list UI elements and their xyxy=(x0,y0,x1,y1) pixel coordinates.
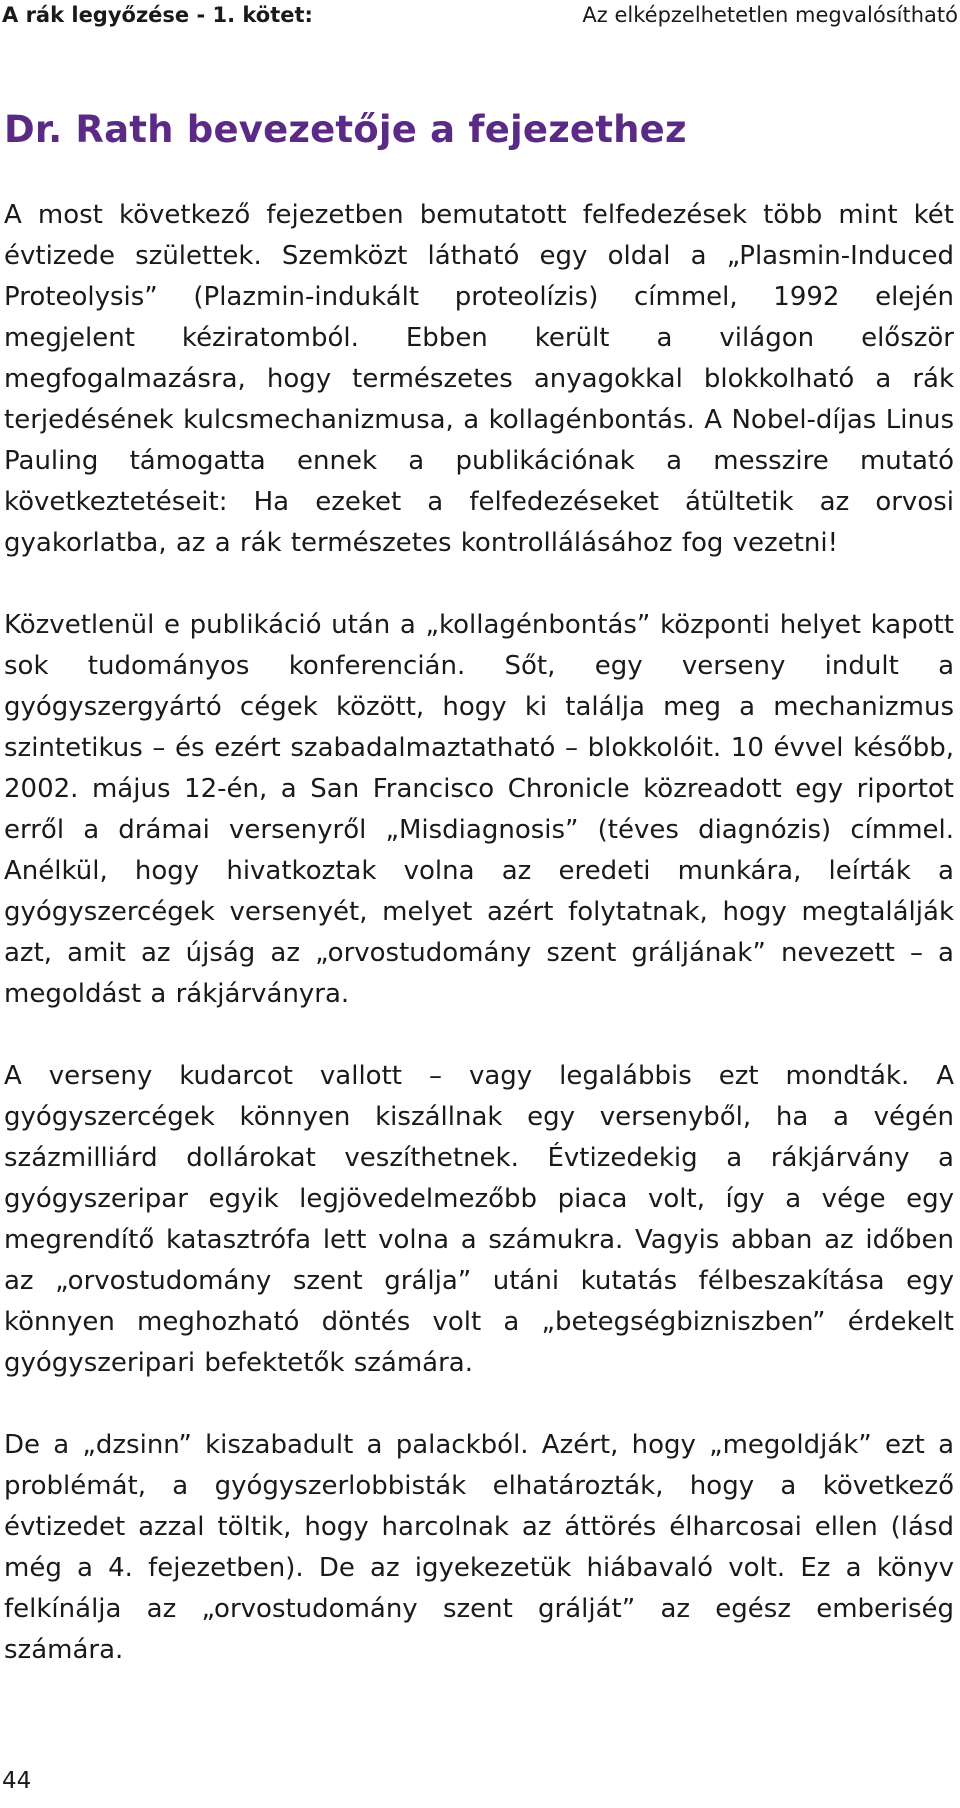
chapter-heading: Dr. Rath bevezetője a fejezethez xyxy=(4,108,687,151)
book-title: A rák legyőzése - 1. kötet: xyxy=(2,3,313,27)
running-header xyxy=(2,0,958,30)
paragraph-1: A most következő fejezetben bemutatott felfedezések több mint két évtizede születtek. Szemközt látható egy oldal a „Plasmin-Induced Proteolysis” (Plazmin-indukált proteolízis) címmel, 1992 elején megjelent kéziratomból. Ebben került a világon először megfogalmazásra, hogy természetes anyagokkal blokkolható a rák terjedésének kulcsmechanizmusa, a kollagénbontás. A Nobel-díjas Linus Pauling támogatta ennek a publikációnak a messzire mutató következtetéseit: Ha ezeket a felfedezéseket átültetik az orvosi gyakorlatba, az a rák természetes kontrollálásához fog vezetni! xyxy=(4,200,954,558)
paragraph-4: De a „dzsinn” kiszabadult a palackból. Azért, hogy „megoldják” ezt a problémát, a gyógyszerlobbisták elhatározták, hogy a következő évtizedet azzal töltik, hogy harcolnak az áttörés élharcosai ellen (lásd még a 4. fejezetben). De az igyekezetük hiábavaló volt. Ez a könyv felkínálja az „orvostudomány szent grálját” az egész emberiség számára. xyxy=(4,1430,954,1665)
paragraph-2: Közvetlenül e publikáció után a „kollagénbontás” központi helyet kapott sok tudományos konferencián. Sőt, egy verseny indult a gyógyszergyártó cégek között, hogy ki találja meg a mechanizmus szintetikus – és ezért szabadalmaztatható – blokkolóit. 10 évvel később, 2002. május 12-én, a San Francisco Chronicle közreadott egy riportot erről a drámai versenyről „Misdiagnosis” (téves diagnózis) címmel. Anélkül, hogy hivatkoztak volna az eredeti munkára, leírták a gyógyszercégek versenyét, melyet azért folytatnak, hogy megtalálják azt, amit az újság az „orvostudomány szent gráljának” nevezett – a megoldást a rákjárványra. xyxy=(4,610,954,1009)
paragraph-3: A verseny kudarcot vallott – vagy legalábbis ezt mondták. A gyógyszercégek könnyen kiszállnak egy versenyből, ha a végén százmilliárd dollárokat veszíthetnek. Évtizedekig a rákjárvány a gyógyszeripar egyik legjövedelmezőbb piaca volt, így a vége egy megrendítő katasztrófa lett volna a számukra. Vagyis abban az időben az „orvostudomány szent grálja” utáni kutatás félbeszakítása egy könnyen meghozható döntés volt a „betegségbizniszben” érdekelt gyógyszeripari befektetők számára. xyxy=(4,1061,954,1378)
page-number: 44 xyxy=(2,1768,32,1794)
body-text xyxy=(4,195,954,1671)
book-subtitle: Az elképzelhetetlen megvalósítható xyxy=(582,3,958,27)
